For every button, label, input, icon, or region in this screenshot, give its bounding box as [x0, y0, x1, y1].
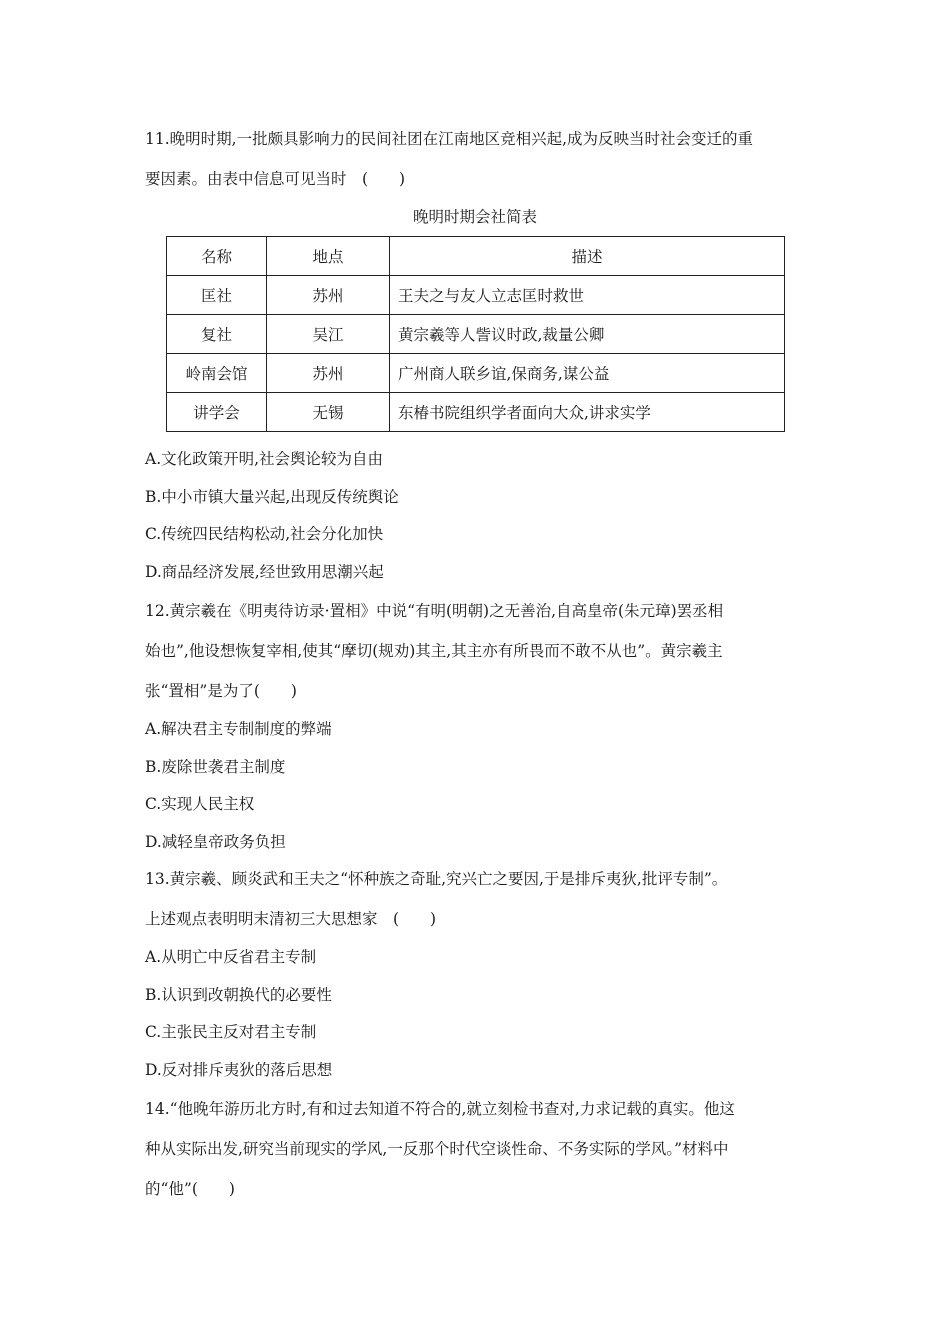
- cell-name: 岭南会馆: [167, 354, 267, 393]
- cell-name: 匡社: [167, 276, 267, 315]
- q12-option-a: A.解决君主专制制度的弊端: [145, 720, 332, 738]
- q13-option-b: B.认识到改朝换代的必要性: [145, 986, 332, 1004]
- q12-option-d: D.减轻皇帝政务负担: [145, 833, 286, 851]
- cell-name: 讲学会: [167, 393, 267, 432]
- header-location: 地点: [267, 237, 390, 276]
- table-row: [167, 354, 785, 393]
- q11-option-b: B.中小市镇大量兴起,出现反传统舆论: [145, 488, 399, 506]
- cell-location: 苏州: [267, 276, 390, 315]
- q11-stem-line1: 11.晚明时期,一批颇具影响力的民间社团在江南地区竞相兴起,成为反映当时社会变迁的重: [145, 130, 754, 148]
- q12-option-c: C.实现人民主权: [145, 795, 255, 813]
- cell-description: 广州商人联乡谊,保商务,谋公益: [390, 354, 785, 393]
- cell-location: 苏州: [267, 354, 390, 393]
- q13-option-d: D.反对排斥夷狄的落后思想: [145, 1061, 333, 1079]
- q11-table-caption: 晚明时期会社简表: [412, 208, 537, 226]
- q12-option-b: B.废除世袭君主制度: [145, 758, 286, 776]
- q14-stem-line1: 14.“他晚年游历北方时,有和过去知道不符合的,就立刻检书查对,力求记载的真实。他这: [145, 1100, 735, 1118]
- q11-stem-line2: 要因素。由表中信息可见当时 ( ): [145, 170, 406, 188]
- table-header-row: [167, 237, 785, 276]
- q14-stem-line3: 的“他”( ): [145, 1180, 235, 1198]
- cell-location: 吴江: [267, 315, 390, 354]
- table-row: [167, 393, 785, 432]
- q11-option-d: D.商品经济发展,经世致用思潮兴起: [145, 563, 384, 581]
- society-table: [166, 236, 785, 432]
- q11-option-c: C.传统四民结构松动,社会分化加快: [145, 525, 384, 543]
- q12-stem-line1: 12.黄宗羲在《明夷待访录·置相》中说“有明(明朝)之无善治,自高皇帝(朱元璋)罢丞相: [145, 602, 724, 620]
- q12-stem-line2: 始也”,他设想恢复宰相,使其“摩切(规劝)其主,其主亦有所畏而不敢不从也”。黄宗羲主: [145, 642, 723, 660]
- q13-option-a: A.从明亡中反省君主专制: [145, 948, 317, 966]
- q12-stem-line3: 张“置相”是为了( ): [145, 682, 297, 700]
- cell-location: 无锡: [267, 393, 390, 432]
- q13-option-c: C.主张民主反对君主专制: [145, 1023, 317, 1041]
- cell-description: 黄宗羲等人訾议时政,裁量公卿: [390, 315, 785, 354]
- table-row: [167, 315, 785, 354]
- q11-option-a: A.文化政策开明,社会舆论较为自由: [145, 450, 384, 468]
- q13-stem-line2: 上述观点表明明末清初三大思想家 ( ): [145, 910, 437, 928]
- q14-stem-line2: 种从实际出发,研究当前现实的学风,一反那个时代空谈性命、不务实际的学风。”材料中: [145, 1140, 729, 1158]
- q13-stem-line1: 13.黄宗羲、顾炎武和王夫之“怀种族之奇耻,究兴亡之要因,于是排斥夷狄,批评专制”。: [145, 870, 728, 888]
- cell-name: 复社: [167, 315, 267, 354]
- header-name: 名称: [167, 237, 267, 276]
- header-description: 描述: [390, 237, 785, 276]
- cell-description: 王夫之与友人立志匡时救世: [390, 276, 785, 315]
- table-row: [167, 276, 785, 315]
- cell-description: 东椿书院组织学者面向大众,讲求实学: [390, 393, 785, 432]
